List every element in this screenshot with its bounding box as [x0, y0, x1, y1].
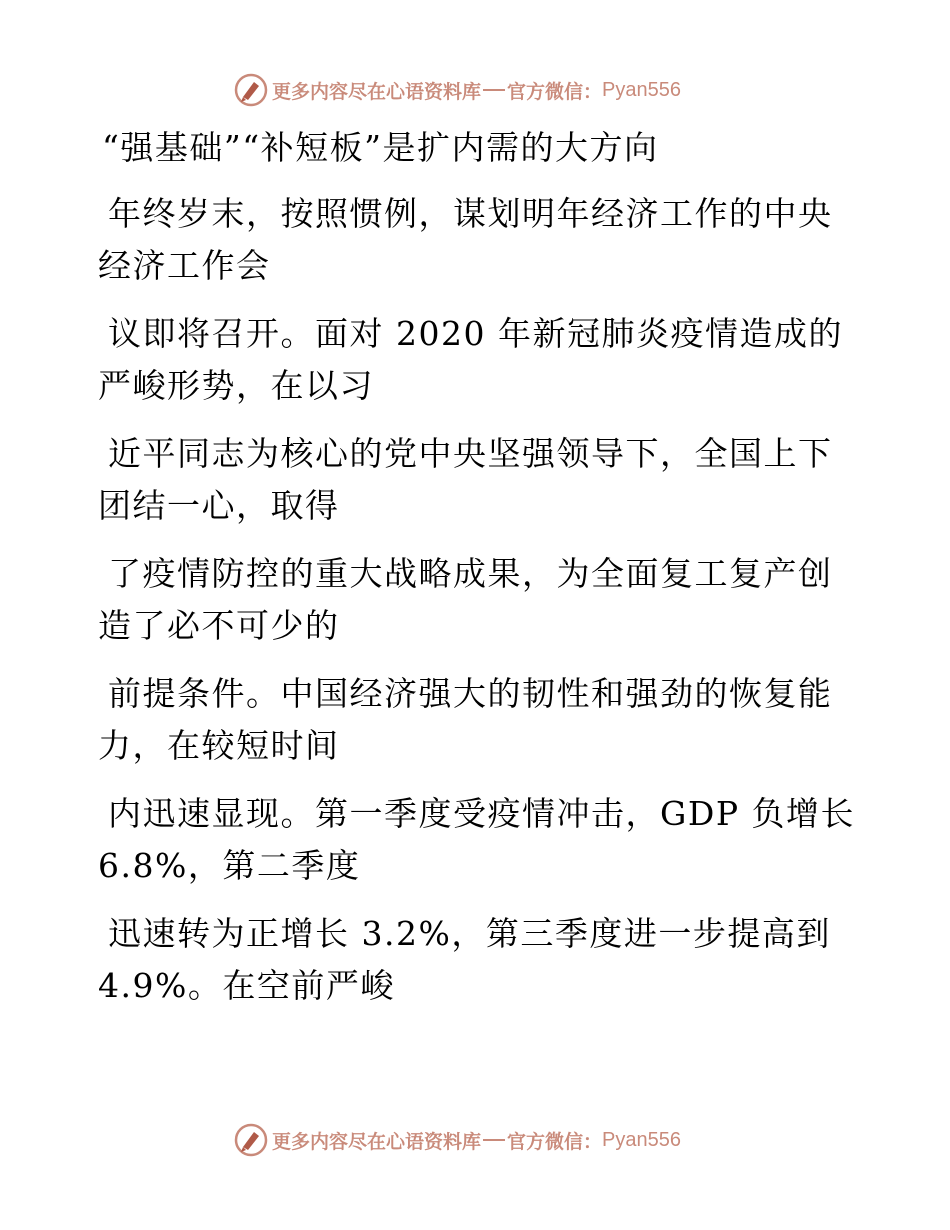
banner-slogan: 更多内容尽在心语资料库: [272, 80, 482, 103]
banner-wechat-id: Pyan556: [602, 78, 681, 101]
banner-wechat-id: Pyan556: [602, 1128, 681, 1151]
text-line: 团结一心，取得: [98, 486, 340, 525]
text-line: 经济工作会: [98, 246, 271, 285]
text-line: 4.9%。在空前严峻: [98, 966, 395, 1005]
footer-banner: [234, 1122, 681, 1158]
document-body: [98, 122, 856, 1012]
document-title: “强基础”“补短板”是扩内需的大方向: [102, 128, 659, 167]
header-banner: [234, 72, 681, 108]
banner-divider: [483, 89, 505, 91]
text-line: 6.8%，第二季度: [98, 846, 361, 885]
text-line: 内迅速显现。第一季度受疫情冲击，GDP 负增长: [108, 794, 856, 833]
pen-logo-icon: [234, 73, 268, 107]
banner-slogan: 更多内容尽在心语资料库: [272, 1130, 482, 1153]
text-line: 前提条件。中国经济强大的韧性和强劲的恢复能: [108, 674, 833, 713]
text-line: 力，在较短时间: [98, 726, 340, 765]
text-line: 近平同志为核心的党中央坚强领导下，全国上下: [108, 434, 833, 473]
text-line: 严峻形势，在以习: [98, 366, 374, 405]
text-line: 迅速转为正增长 3.2%，第三季度进一步提高到: [108, 914, 831, 953]
banner-divider: [483, 1139, 505, 1141]
banner-wechat-label: 官方微信：: [507, 1130, 603, 1153]
text-line: 造了必不可少的: [98, 606, 340, 645]
text-line: 年终岁末，按照惯例，谋划明年经济工作的中央: [108, 194, 833, 233]
banner-wechat-label: 官方微信：: [507, 80, 603, 103]
text-line: 了疫情防控的重大战略成果，为全面复工复产创: [108, 554, 833, 593]
text-line: 议即将召开。面对 2020 年新冠肺炎疫情造成的: [108, 314, 843, 353]
pen-logo-icon: [234, 1123, 268, 1157]
